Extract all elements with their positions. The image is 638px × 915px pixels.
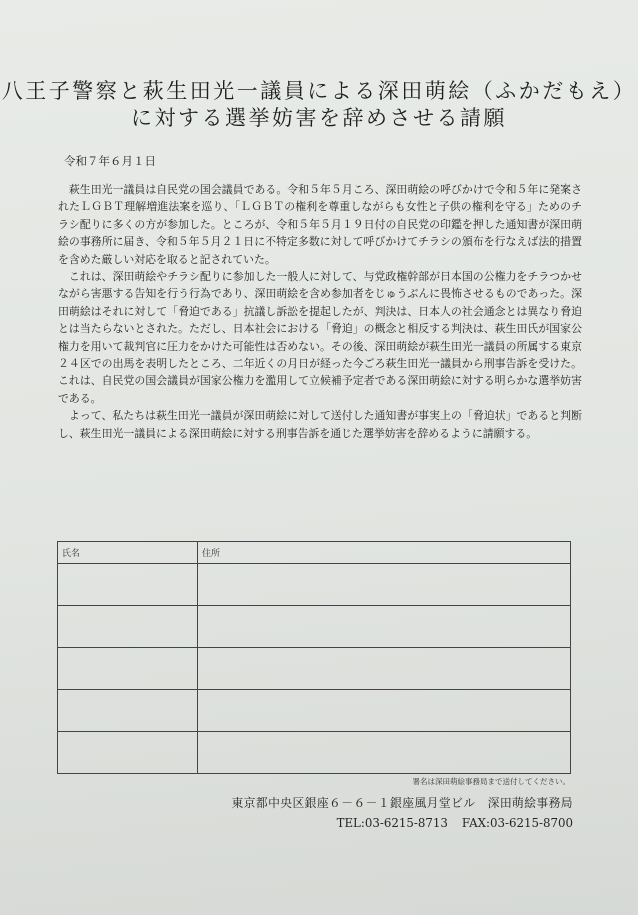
address-cell[interactable] — [198, 606, 571, 648]
petition-body — [58, 181, 582, 442]
office-fax: FAX:03-6215-8700 — [461, 816, 573, 830]
paragraph-3: よって、私たちは萩生田光一議員が深田萌絵に対して送付した通知書が事実上の「脅迫状」であると判断し、萩生田光一議員による深田萌絵に対する刑事告訴を通じた選挙妨害を辞めるように請願する。 — [58, 409, 582, 440]
address-cell[interactable] — [198, 648, 571, 690]
address-cell[interactable] — [198, 564, 571, 606]
name-cell[interactable] — [58, 648, 198, 690]
signature-table-header — [58, 542, 571, 564]
paragraph-1: 萩生田光一議員は自民党の国会議員である。令和５年５月ころ、深田萌絵の呼びかけで令和５年に発案されたＬＧＢＴ理解増進法案を巡り、「ＬＧＢＴの権利を尊重しながらも女性と子供の権利を守る」ためのチラシ配りに多くの方が参加した。ところが、令和５年５月１９日付の自民党の印鑑を押した通知書が深田萌絵の事務所に届き、令和５年５月２１日に不特定多数に対して呼びかけてチラシの頒布を行なえば法的措置を含めた厳しい対応を取ると記されていた。 — [58, 183, 582, 266]
submission-note: 署名は深田萌絵事務局まで送付してください。 — [412, 777, 570, 786]
title-line-1: 八王子警察と萩生田光一議員による深田萌絵（ふかだもえ） — [1, 79, 637, 103]
office-tel: TEL:03-6215-8713 — [336, 816, 448, 830]
petition-date: 令和７年６月１日 — [64, 154, 156, 168]
title-line-2: に対する選挙妨害を辞めさせる請願 — [131, 106, 507, 130]
name-cell[interactable] — [58, 606, 198, 648]
name-cell[interactable] — [58, 564, 198, 606]
signature-row — [58, 648, 571, 690]
signature-row — [58, 732, 571, 774]
office-contact — [0, 816, 573, 830]
signature-row — [58, 606, 571, 648]
name-cell[interactable] — [58, 690, 198, 732]
paragraph-2: これは、深田萌絵やチラシ配りに参加した一般人に対して、与党政権幹部が日本国の公権力をチラつかせながら害悪する告知を行う行為であり、深田萌絵を含め参加者をじゅうぶんに畏怖させるものであった。深田萌絵はそれに対して「脅迫である」抗議し訴訟を提起したが、判決は、日本人の社会通念とは異なり脅迫とは当たらないとされた。ただし、日本社会における「脅迫」の概念と相反する判決は、萩生田氏が国家公権力を用いて裁判官に圧力をかけた可能性は否めない。その後、深田萌絵が萩生田光一議員の所属する東京２４区での出馬を表明したところ、二年近くの月日が経った今ごろ萩生田光一議員から刑事告訴を受けた。これは、自民党の国会議員が国家公権力を濫用して立候補予定者である深田萌絵に対する明らかな選挙妨害である。 — [58, 270, 582, 405]
signature-row — [58, 564, 571, 606]
address-column-header: 住所 — [198, 542, 571, 564]
address-cell[interactable] — [198, 732, 571, 774]
signature-table — [57, 541, 571, 774]
signature-row — [58, 690, 571, 732]
address-cell[interactable] — [198, 690, 571, 732]
petition-title — [0, 78, 638, 132]
office-address: 東京都中央区銀座６－６－１銀座風月堂ビル 深田萌絵事務局 — [231, 796, 573, 810]
name-column-header: 氏名 — [58, 542, 198, 564]
name-cell[interactable] — [58, 732, 198, 774]
